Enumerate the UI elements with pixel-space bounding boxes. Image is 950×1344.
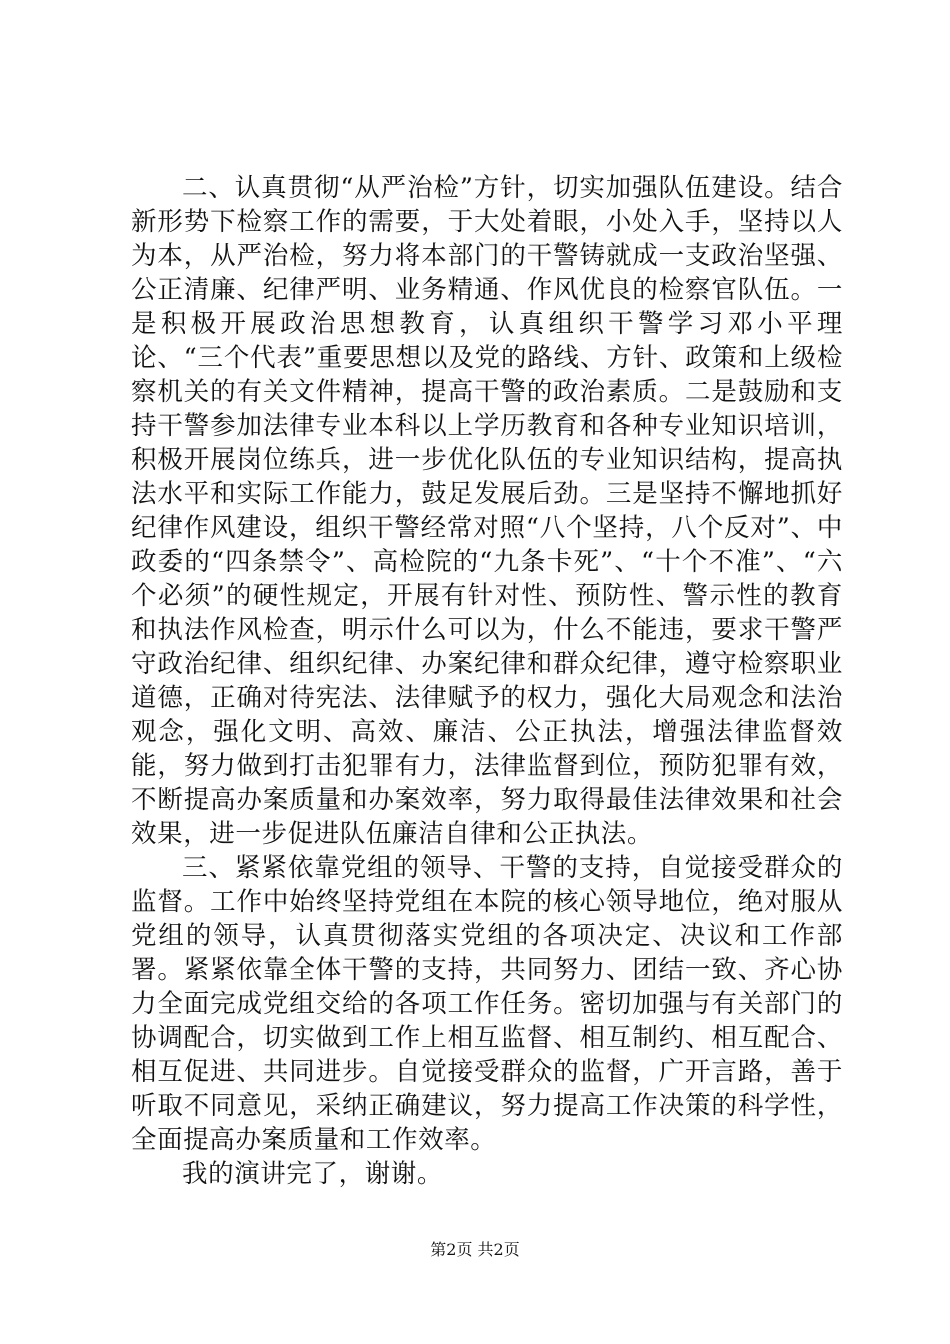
document-body xyxy=(131,171,843,1191)
page-number-footer: 第2页 共2页 xyxy=(430,1240,520,1259)
paragraph-team-building: 二、认真贯彻“从严治检”方针，切实加强队伍建设。结合新形势下检察工作的需要，于大处着眼，小处入手，坚持以人为本，从严治检，努力将本部门的干警铸就成一支政治坚强、公正清廉、纪律严明、业务精通、作风优良的检察官队伍。一是积极开展政治思想教育，认真组织干警学习邓小平理论、“三个代表”重要思想以及党的路线、方针、政策和上级检察机关的有关文件精神，提高干警的政治素质。二是鼓励和支持干警参加法律专业本科以上学历教育和各种专业知识培训，积极开展岗位练兵，进一步优化队伍的专业知识结构，提高执法水平和实际工作能力，鼓足发展后劲。三是坚持不懈地抓好纪律作风建设，组织干警经常对照“八个坚持，八个反对”、中政委的“四条禁令”、高检院的“九条卡死”、“十个不准”、“六个必须”的硬性规定，开展有针对性、预防性、警示性的教育和执法作风检查，明示什么可以为，什么不能违，要求干警严守政治纪律、组织纪律、办案纪律和群众纪律，遵守检察职业道德，正确对待宪法、法律赋予的权力，强化大局观念和法治观念，强化文明、高效、廉洁、公正执法，增强法律监督效能，努力做到打击犯罪有力，法律监督到位，预防犯罪有效，不断提高办案质量和办案效率，努力取得最佳法律效果和社会效果，进一步促进队伍廉洁自律和公正执法。 xyxy=(131,173,843,849)
paragraph-party-leadership: 三、紧紧依靠党组的领导、干警的支持，自觉接受群众的监督。工作中始终坚持党组在本院的核心领导地位，绝对服从党组的领导，认真贯彻落实党组的各项决定、决议和工作部署。紧紧依靠全体干警的支持，共同努力、团结一致、齐心协力全面完成党组交给的各项工作任务。密切加强与有关部门的协调配合，切实做到工作上相互监督、相互制约、相互配合、相互促进、共同进步。自觉接受群众的监督，广开言路，善于听取不同意见，采纳正确建议，努力提高工作决策的科学性，全面提高办案质量和工作效率。 xyxy=(131,853,843,1155)
paragraph-closing: 我的演讲完了，谢谢。 xyxy=(182,1159,444,1189)
